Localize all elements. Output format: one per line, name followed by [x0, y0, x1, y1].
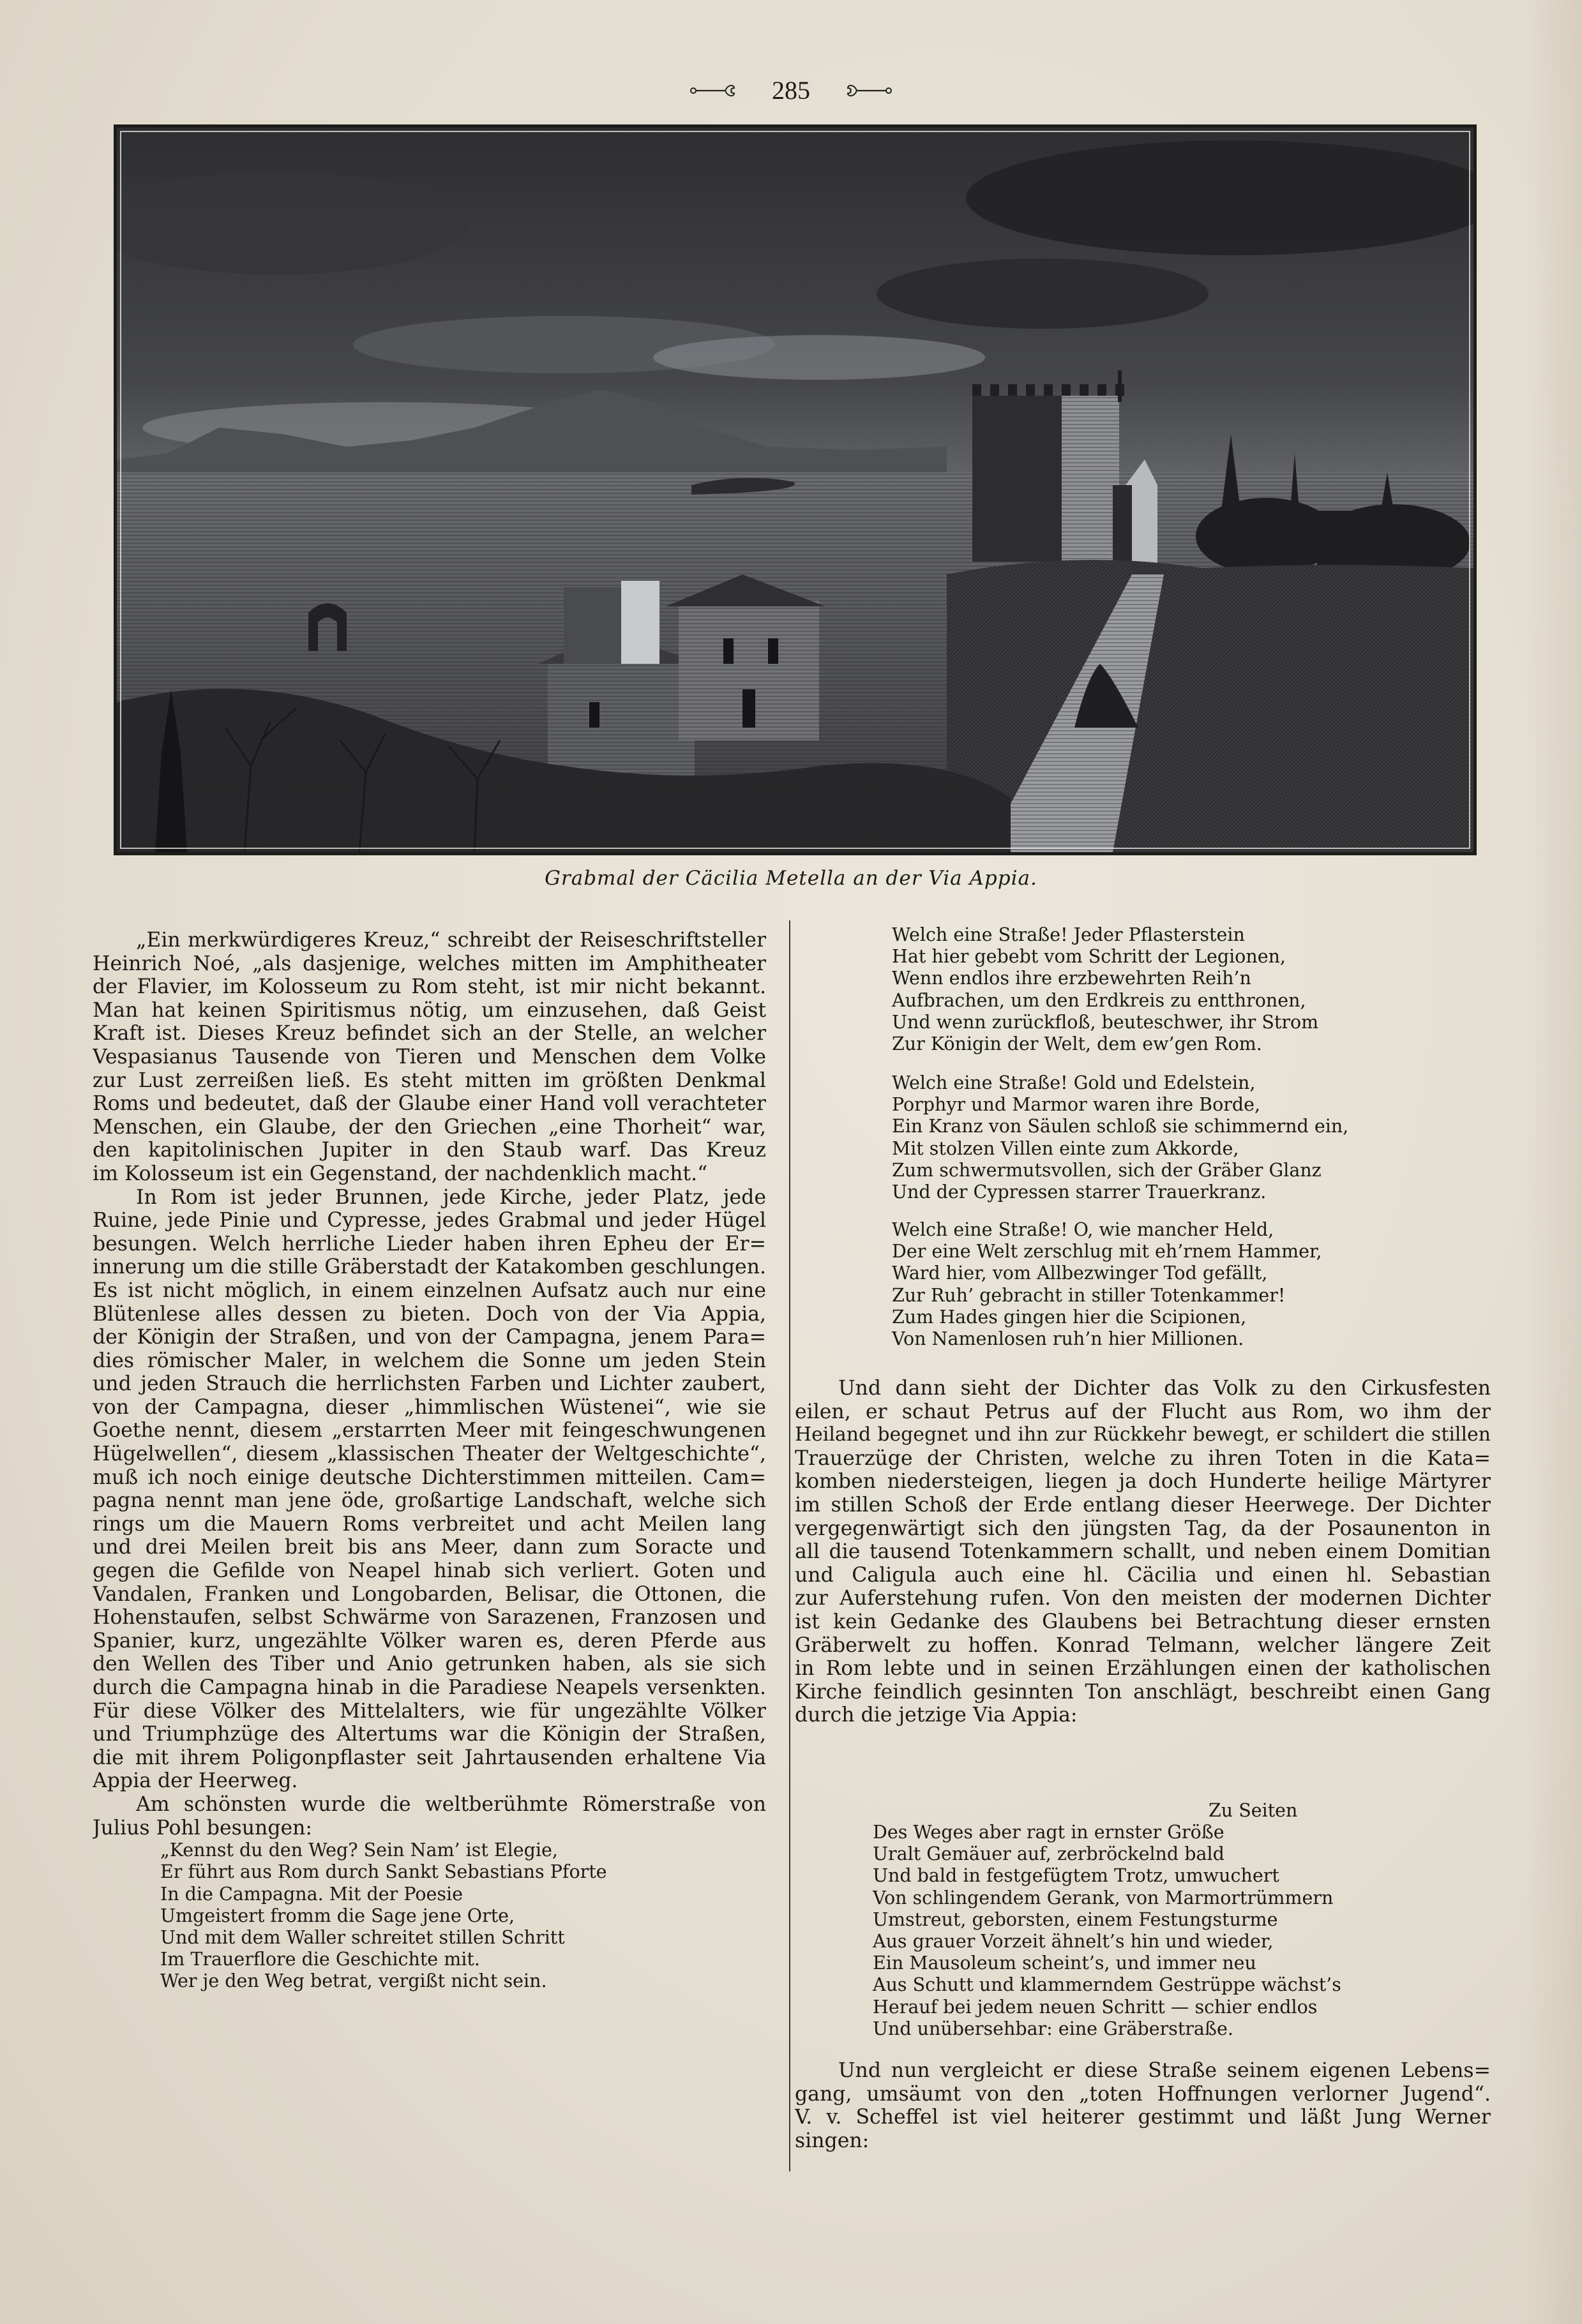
verse-line: Mit stolzen Villen einte zum Akkorde, — [892, 1137, 1239, 1159]
text-line: Heiland begegnet und ihn zur Rückkehr bewegt, er schildert die stillen — [795, 1423, 1491, 1446]
poem-stanza-3 — [795, 1219, 1486, 1350]
poem-telmann — [795, 1822, 1486, 2040]
text-line: Gräberwelt zu hoffen. Konrad Telmann, welcher längere Zeit — [795, 1633, 1491, 1657]
text-line: Kraft ist. Dieses Kreuz befindet sich an der Stelle, an welcher — [93, 1022, 766, 1046]
text-line: und drei Meilen breit bis ans Meer, dann zum Soracte und — [93, 1536, 766, 1559]
text-line: Man hat keinen Spiritismus nötig, um einzusehen, daß Geist — [93, 998, 766, 1022]
verse-line: Und wenn zurückfloß, beuteschwer, ihr Strom — [892, 1011, 1319, 1033]
text-line: Trauerzüge der Christen, welche zu ihren Toten in die Kata= — [795, 1446, 1491, 1470]
poem-telmann-heading — [795, 1800, 1491, 1822]
paragraph-heinrich-noe — [93, 929, 766, 1186]
verse-line: Welch eine Straße! O, wie mancher Held, — [892, 1219, 1274, 1240]
text-line: Und dann sieht der Dichter das Volk zu den Cirkusfesten — [838, 1377, 1491, 1400]
text-line: den kapitolinischen Jupiter in den Staub warf. Das Kreuz — [93, 1139, 766, 1162]
verse-line: Zum schwermutsvollen, sich der Gräber Glanz — [892, 1159, 1322, 1181]
text-line: und Triumphzüge des Altertums war die Königin der Straßen, — [93, 1723, 766, 1746]
verse-line: Und mit dem Waller schreitet stillen Schritt — [160, 1926, 565, 1948]
verse-line: Ward hier, vom Allbezwinger Tod gefällt, — [892, 1263, 1268, 1284]
verse-line: Zum Hades gingen hier die Scipionen, — [892, 1306, 1247, 1328]
text-line: all die tausend Totenkammern schallt, und neben einem Domitian — [795, 1540, 1491, 1564]
text-line: Und nun vergleicht er diese Straße seinem eigenen Lebens= — [838, 2059, 1491, 2082]
text-line: innerung um die stille Gräberstadt der Katakomben geschlungen. — [93, 1256, 766, 1279]
text-line: besungen. Welch herrliche Lieder haben ihren Epheu der Er= — [93, 1232, 766, 1256]
text-line: Goethe nennt, diesem „erstarrten Meer mit feingeschwungenen — [93, 1419, 766, 1443]
text-line: Vespasianus Tausende von Tieren und Menschen dem Volke — [93, 1045, 766, 1068]
verse-line: Aus Schutt und klammerndem Gestrüppe wächst’s — [873, 1974, 1341, 1996]
verse-line: Herauf bei jedem neuen Schritt — schier endlos — [873, 1996, 1318, 2018]
figure-caption: Grabmal der Cäcilia Metella an der Via Appia. — [545, 867, 1037, 890]
text-line: Hügelwellen“, diesem „klassischen Theater der Weltgeschichte“, — [93, 1443, 766, 1466]
text-line: pagna nennt man jene öde, großartige Landschaft, welche sich — [93, 1489, 766, 1513]
page-edge-shadow — [1525, 0, 1582, 2324]
verse-line: Von Namenlosen ruh’n hier Millionen. — [892, 1328, 1244, 1349]
verse-line: Ein Kranz von Säulen schloß sie schimmernd ein, — [892, 1116, 1349, 1137]
text-line: durch die Campagna hinab in die Paradiese Neapels versenkten. — [93, 1676, 766, 1699]
verse-line: Welch eine Straße! Gold und Edelstein, — [892, 1072, 1256, 1093]
text-line: muß ich noch einige deutsche Dichterstimmen mitteilen. Cam= — [93, 1466, 766, 1489]
text-line: Vandalen, Franken und Longobarden, Belisar, die Ottonen, die — [93, 1582, 766, 1606]
text-line: und Caligula auch eine hl. Cäcilia und einen hl. Sebastian — [795, 1563, 1491, 1587]
verse-line: Wer je den Weg betrat, vergißt nicht sein. — [160, 1970, 547, 1992]
verse-line: Ein Mausoleum scheint’s, und immer neu — [873, 1953, 1256, 1974]
verse-line: Zur Königin der Welt, dem ew’gen Rom. — [892, 1033, 1262, 1054]
column-divider — [789, 920, 790, 2171]
verse-line: Und bald in festgefügtem Trotz, umwuchert — [873, 1865, 1279, 1887]
text-line: rings um die Mauern Roms verbreitet und acht Meilen lang — [93, 1512, 766, 1536]
text-line: Roms und bedeutet, daß der Glaube einer Hand voll verachteter — [93, 1092, 766, 1116]
landscape-engraving — [117, 128, 1473, 852]
text-line: im stillen Schoß der Erde entlang dieser Heerwege. Der Dichter — [795, 1493, 1491, 1517]
text-line: Kirche feindlich gesinnten Ton anschlägt, beschreibt einen Gang — [795, 1680, 1491, 1704]
verse-line: Des Weges aber ragt in ernster Größe — [873, 1822, 1224, 1843]
verse-line: Wenn endlos ihre erzbewehrten Reih’n — [892, 968, 1251, 989]
paragraph-scheffel — [795, 2059, 1491, 2152]
verse-line: Aus grauer Vorzeit ähnelt’s hin und wieder, — [873, 1930, 1274, 1952]
text-line: zur Auferstehung rufen. Von den meisten der modernen Dichter — [795, 1587, 1491, 1610]
text-line: die mit ihrem Poligonpflaster seit Jahrtausenden erhaltene Via — [93, 1746, 766, 1769]
left-ornament-icon — [689, 83, 747, 98]
verse-line: Zur Ruh’ gebracht in stiller Totenkammer! — [892, 1284, 1286, 1306]
text-line: Blütenlese alles dessen zu bieten. Doch von der Via Appia, — [93, 1302, 766, 1326]
verse-line: „Kennst du den Weg? Sein Nam’ ist Elegie, — [160, 1840, 558, 1861]
text-line: Spanier, kurz, ungezählte Völker waren es, deren Pferde aus — [93, 1629, 766, 1653]
text-line: durch die jetzige Via Appia: — [795, 1704, 1078, 1727]
text-line: Julius Pohl besungen: — [93, 1816, 313, 1840]
text-line: der Flavier, im Kolosseum zu Rom steht, ist mir nicht bekannt. — [93, 975, 766, 999]
page-header — [0, 75, 1582, 107]
verse-line: Umgeistert fromm die Sage jene Orte, — [160, 1905, 515, 1926]
text-line: der Königin der Straßen, und von der Campagna, jenem Para= — [93, 1326, 766, 1349]
verse-line: Und unübersehbar: eine Gräberstraße. — [873, 2018, 1233, 2039]
text-line: eilen, er schaut Petrus auf der Flucht aus Rom, wo ihm der — [795, 1400, 1491, 1423]
text-line: komben niedersteigen, liegen ja doch Hunderte heilige Märtyrer — [795, 1470, 1491, 1494]
verse-line: Umstreut, geborsten, einem Festungsturme — [873, 1908, 1278, 1930]
text-line: singen: — [795, 2129, 870, 2152]
text-line: vergegenwärtigt sich den jüngsten Tag, da der Posaunenton in — [795, 1517, 1491, 1540]
text-line: Für diese Völker des Mittelalters, wie für ungezählte Völker — [93, 1699, 766, 1723]
text-line: dies römischer Maler, in welchem die Sonne um jeden Stein — [93, 1349, 766, 1372]
poem-julius-pohl — [93, 1840, 766, 1992]
text-line: von der Campagna, dieser „himmlischen Wüstenei“, wie sie — [93, 1395, 766, 1419]
text-line: Am schönsten wurde die weltberühmte Römerstraße von — [136, 1792, 766, 1816]
verse-line: Welch eine Straße! Jeder Pflasterstein — [892, 924, 1245, 945]
verse-line: Hat hier gebebt vom Schritt der Legionen, — [892, 946, 1286, 968]
text-line: und jeden Strauch die herrlichsten Farben und Lichter zaubert, — [93, 1372, 766, 1396]
text-line: Hohenstaufen, selbst Schwärme von Sarazenen, Franzosen und — [93, 1606, 766, 1630]
text-line: Heinrich Noé, „als dasjenige, welches mitten im Amphitheater — [93, 952, 766, 975]
poem-stanza-1 — [795, 924, 1486, 1055]
tomb-tower — [972, 370, 1124, 562]
verse-line: In die Campagna. Mit der Poesie — [160, 1883, 463, 1905]
text-line: Ruine, jede Pinie und Cypresse, jedes Grabmal und jeder Hügel — [93, 1209, 766, 1233]
paragraph-rom — [93, 1186, 766, 1793]
right-ornament-icon — [835, 83, 893, 98]
verse-line: Und der Cypressen starrer Trauerkranz. — [892, 1181, 1267, 1203]
text-line: ist kein Gedanke des Glaubens bei Betrachtung dieser ernsten — [795, 1610, 1491, 1633]
verse-line: Im Trauerflore die Geschichte mit. — [160, 1949, 480, 1970]
verse-line: Porphyr und Marmor waren ihre Borde, — [892, 1094, 1261, 1116]
text-line: im Kolosseum ist ein Gegenstand, der nachdenklich macht.“ — [93, 1162, 708, 1185]
verse-line: Uralt Gemäuer auf, zerbröckelnd bald — [873, 1843, 1224, 1865]
page-number: 285 — [772, 76, 810, 105]
verse-line: Von schlingendem Gerank, von Marmortrümmern — [873, 1887, 1334, 1908]
text-line: in Rom lebte und in seinen Erzählungen einen der katholischen — [795, 1657, 1491, 1681]
verse-line: Aufbrachen, um den Erdkreis zu entthronen, — [892, 989, 1306, 1011]
text-line: V. v. Scheffel ist viel heiterer gestimmt und läßt Jung Werner — [795, 2106, 1491, 2129]
paragraph-dichter — [795, 1377, 1491, 1727]
text-line: zur Lust zerreißen ließ. Es steht mitten im größten Denkmal — [93, 1068, 766, 1092]
text-line: Es ist nicht möglich, in einem einzelnen Aufsatz auch nur eine — [93, 1278, 766, 1302]
verse-line: Er führt aus Rom durch Sankt Sebastians Pforte — [160, 1861, 607, 1883]
text-line: In Rom ist jeder Brunnen, jede Kirche, jeder Platz, jede — [136, 1185, 766, 1209]
text-line: Menschen, ein Glaube, der den Griechen „eine Thorheit“ war, — [93, 1115, 766, 1139]
poem-stanza-2 — [795, 1072, 1486, 1203]
poem-heading: Zu Seiten — [1209, 1800, 1298, 1821]
text-line: den Wellen des Tiber und Anio getrunken haben, als sie sich — [93, 1653, 766, 1676]
text-line: Appia der Heerweg. — [93, 1769, 298, 1793]
verse-line: Der eine Welt zerschlug mit eh’rnem Hammer, — [892, 1241, 1322, 1263]
left-column — [93, 929, 766, 1992]
text-line: gang, umsäumt von den „toten Hoffnungen verlorner Jugend“. — [795, 2082, 1491, 2106]
text-line: gegen die Gefilde von Neapel hinab sich verliert. Goten und — [93, 1559, 766, 1583]
engraving-illustration — [114, 124, 1477, 855]
paragraph-julius-pohl — [93, 1793, 766, 1840]
text-line: „Ein merkwürdigeres Kreuz,“ schreibt der Reiseschriftsteller — [136, 929, 766, 952]
